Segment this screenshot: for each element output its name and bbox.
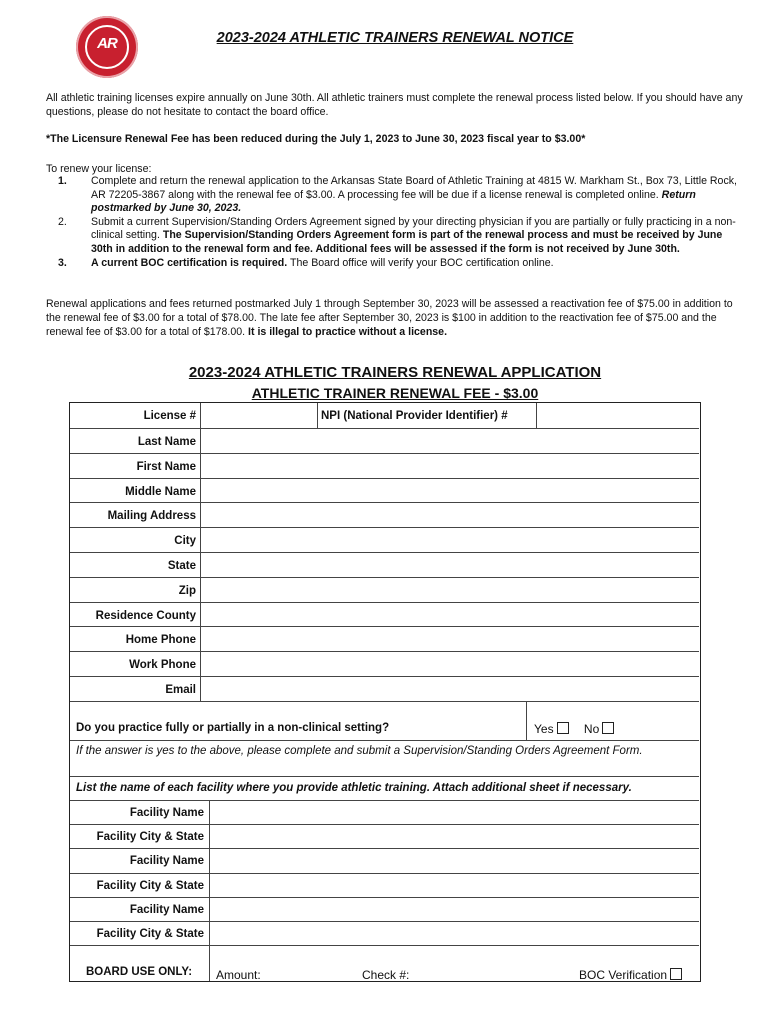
field-input[interactable] <box>201 677 697 701</box>
divider <box>526 702 527 741</box>
facility-label: Facility City & State <box>96 879 204 892</box>
facility-row <box>70 801 699 825</box>
field-input[interactable] <box>201 454 697 478</box>
divider <box>209 946 210 981</box>
yes-label: Yes <box>534 722 554 736</box>
step-emphasis: Return postmarked by June 30, 2023. <box>91 188 696 215</box>
renewal-intro: To renew your license: <box>46 163 152 175</box>
notice-title: 2023-2024 ATHLETIC TRAINERS RENEWAL NOTICE <box>216 30 574 46</box>
yes-no-options <box>534 722 614 736</box>
step-lead: A current BOC certification is required. <box>91 256 288 269</box>
facility-input[interactable] <box>210 898 697 921</box>
facility-input[interactable] <box>210 801 697 824</box>
field-label: Residence County <box>95 609 196 622</box>
facility-label: Facility City & State <box>96 831 204 844</box>
boc-verification <box>579 968 682 982</box>
check-number-label: Check #: <box>362 968 410 982</box>
facility-row <box>70 898 699 922</box>
boc-verification-label: BOC Verification <box>579 968 668 982</box>
field-input[interactable] <box>201 603 697 627</box>
divider <box>317 403 318 429</box>
facility-label: Facility Name <box>129 807 204 819</box>
field-input[interactable] <box>201 479 697 503</box>
field-label: Last Name <box>137 436 196 448</box>
field-label: Work Phone <box>129 659 196 672</box>
facility-input[interactable] <box>210 922 697 945</box>
field-label: Mailing Address <box>107 510 196 523</box>
board-use-label: BOARD USE ONLY: <box>86 966 193 978</box>
facility-instruction-row <box>70 777 699 801</box>
step-text: The Board office will verify your BOC certification online. <box>290 256 554 269</box>
facility-row <box>70 922 699 946</box>
field-input[interactable] <box>201 578 697 602</box>
non-clinical-question-row <box>70 702 699 741</box>
field-label: Middle Name <box>125 485 196 498</box>
field-input[interactable] <box>201 503 697 527</box>
field-label: Email <box>165 684 196 696</box>
field-label: Home Phone <box>125 634 196 647</box>
boc-verification-checkbox[interactable] <box>670 968 682 980</box>
no-checkbox[interactable] <box>602 722 614 734</box>
step-number: 3. <box>58 256 67 269</box>
field-input[interactable] <box>201 553 697 577</box>
late-fee-paragraph <box>46 297 746 339</box>
field-row-middle-name <box>70 479 699 504</box>
facility-label: Facility Name <box>129 903 204 916</box>
board-seal-logo <box>76 16 138 78</box>
facility-label: Facility City & State <box>96 928 204 940</box>
illegal-warning: It is illegal to practice without a license. <box>248 326 448 338</box>
facility-row <box>70 874 699 898</box>
step-number: 1. <box>58 175 67 187</box>
field-row-work-phone <box>70 652 699 677</box>
facility-row <box>70 849 699 873</box>
field-row-city <box>70 528 699 553</box>
facility-instruction: List the name of each facility where you provide athletic training. Attach additional sheet if necessary. <box>76 782 632 794</box>
field-input[interactable] <box>201 652 697 676</box>
field-label: City <box>174 535 196 548</box>
license-label: License # <box>143 410 196 422</box>
notice-fee-reduction: *The Licensure Renewal Fee has been reduced during the July 1, 2023 to June 30, 2023 fiscal year to $3.00* <box>46 133 586 145</box>
facility-row <box>70 825 699 849</box>
field-label: First Name <box>136 460 196 473</box>
field-row-residence-county <box>70 603 699 628</box>
step-emphasis: The Supervision/Standing Orders Agreement form is part of the renewal process and must be received by June 30th in addition to the renewal form and fee. Additional fees will be assessed if the form is not received by June 30th. <box>91 229 723 255</box>
seal-text: AR <box>97 35 117 52</box>
renewal-step-3 <box>46 257 746 271</box>
renewal-step-2 <box>46 216 746 257</box>
facility-input[interactable] <box>210 849 697 872</box>
question-note-row <box>70 741 699 777</box>
field-row-last-name <box>70 429 699 454</box>
field-input[interactable] <box>201 528 697 552</box>
field-row-first-name <box>70 454 699 479</box>
field-label: Zip <box>178 584 196 597</box>
notice-paragraph-expiration: All athletic training licenses expire annually on June 30th. All athletic trainers must complete the renewal process listed below. If you should have any questions, please do not hesitate to contact the board office. <box>46 92 743 118</box>
renewal-fee-title: ATHLETIC TRAINER RENEWAL FEE - $3.00 <box>251 385 539 401</box>
step-text: Complete and return the renewal application to the Arkansas State Board of Athletic Training at 4815 W. Markham St., Box 73, Little Rock, AR 72205-3867 along with the renewal fee of $3.00. A processing fee will be due if a license renewal is completed online. <box>91 175 737 201</box>
step-number: 2. <box>58 215 67 228</box>
field-input[interactable] <box>201 429 697 453</box>
step-text: Submit a current Supervision/Standing Orders Agreement signed by your directing physician if you are partially or fully practicing in a non-clinical setting. <box>91 215 736 242</box>
renewal-step-1 <box>46 175 746 216</box>
non-clinical-question: Do you practice fully or partially in a non-clinical setting? <box>76 722 390 734</box>
facility-input[interactable] <box>210 825 697 848</box>
license-row <box>70 403 699 429</box>
renewal-steps-list <box>46 175 746 270</box>
field-input[interactable] <box>201 627 697 651</box>
npi-number-field[interactable] <box>537 403 697 428</box>
no-label: No <box>583 722 600 736</box>
field-row-home-phone <box>70 627 699 652</box>
field-label: State <box>167 560 196 572</box>
npi-label: NPI (National Provider Identifier) # <box>321 410 508 422</box>
yes-checkbox[interactable] <box>557 722 569 734</box>
field-row-zip <box>70 578 699 603</box>
facility-label: Facility Name <box>129 855 204 868</box>
license-number-field[interactable] <box>201 403 316 428</box>
field-row-state <box>70 553 699 578</box>
field-row-email <box>70 677 699 702</box>
application-title: 2023-2024 ATHLETIC TRAINERS RENEWAL APPLICATION <box>188 364 602 381</box>
late-fee-text: Renewal applications and fees returned postmarked July 1 through September 30, 2023 will be assessed a reactivation fee of $75.00 in addition to the renewal fee of $3.00 for a total of $78.00. The late fee after September 30, 2023 is $100 in addition to the reactivation fee of $75.00 and the renewal fee of $3.00 for a total of $178.00. <box>46 298 733 338</box>
question-note: If the answer is yes to the above, please complete and submit a Supervision/Standing Orders Agreement Form. <box>76 745 643 757</box>
board-use-row <box>70 946 699 981</box>
field-row-mailing-address <box>70 503 699 528</box>
amount-label: Amount: <box>216 968 261 982</box>
renewal-application-form <box>69 402 701 982</box>
facility-input[interactable] <box>210 874 697 897</box>
